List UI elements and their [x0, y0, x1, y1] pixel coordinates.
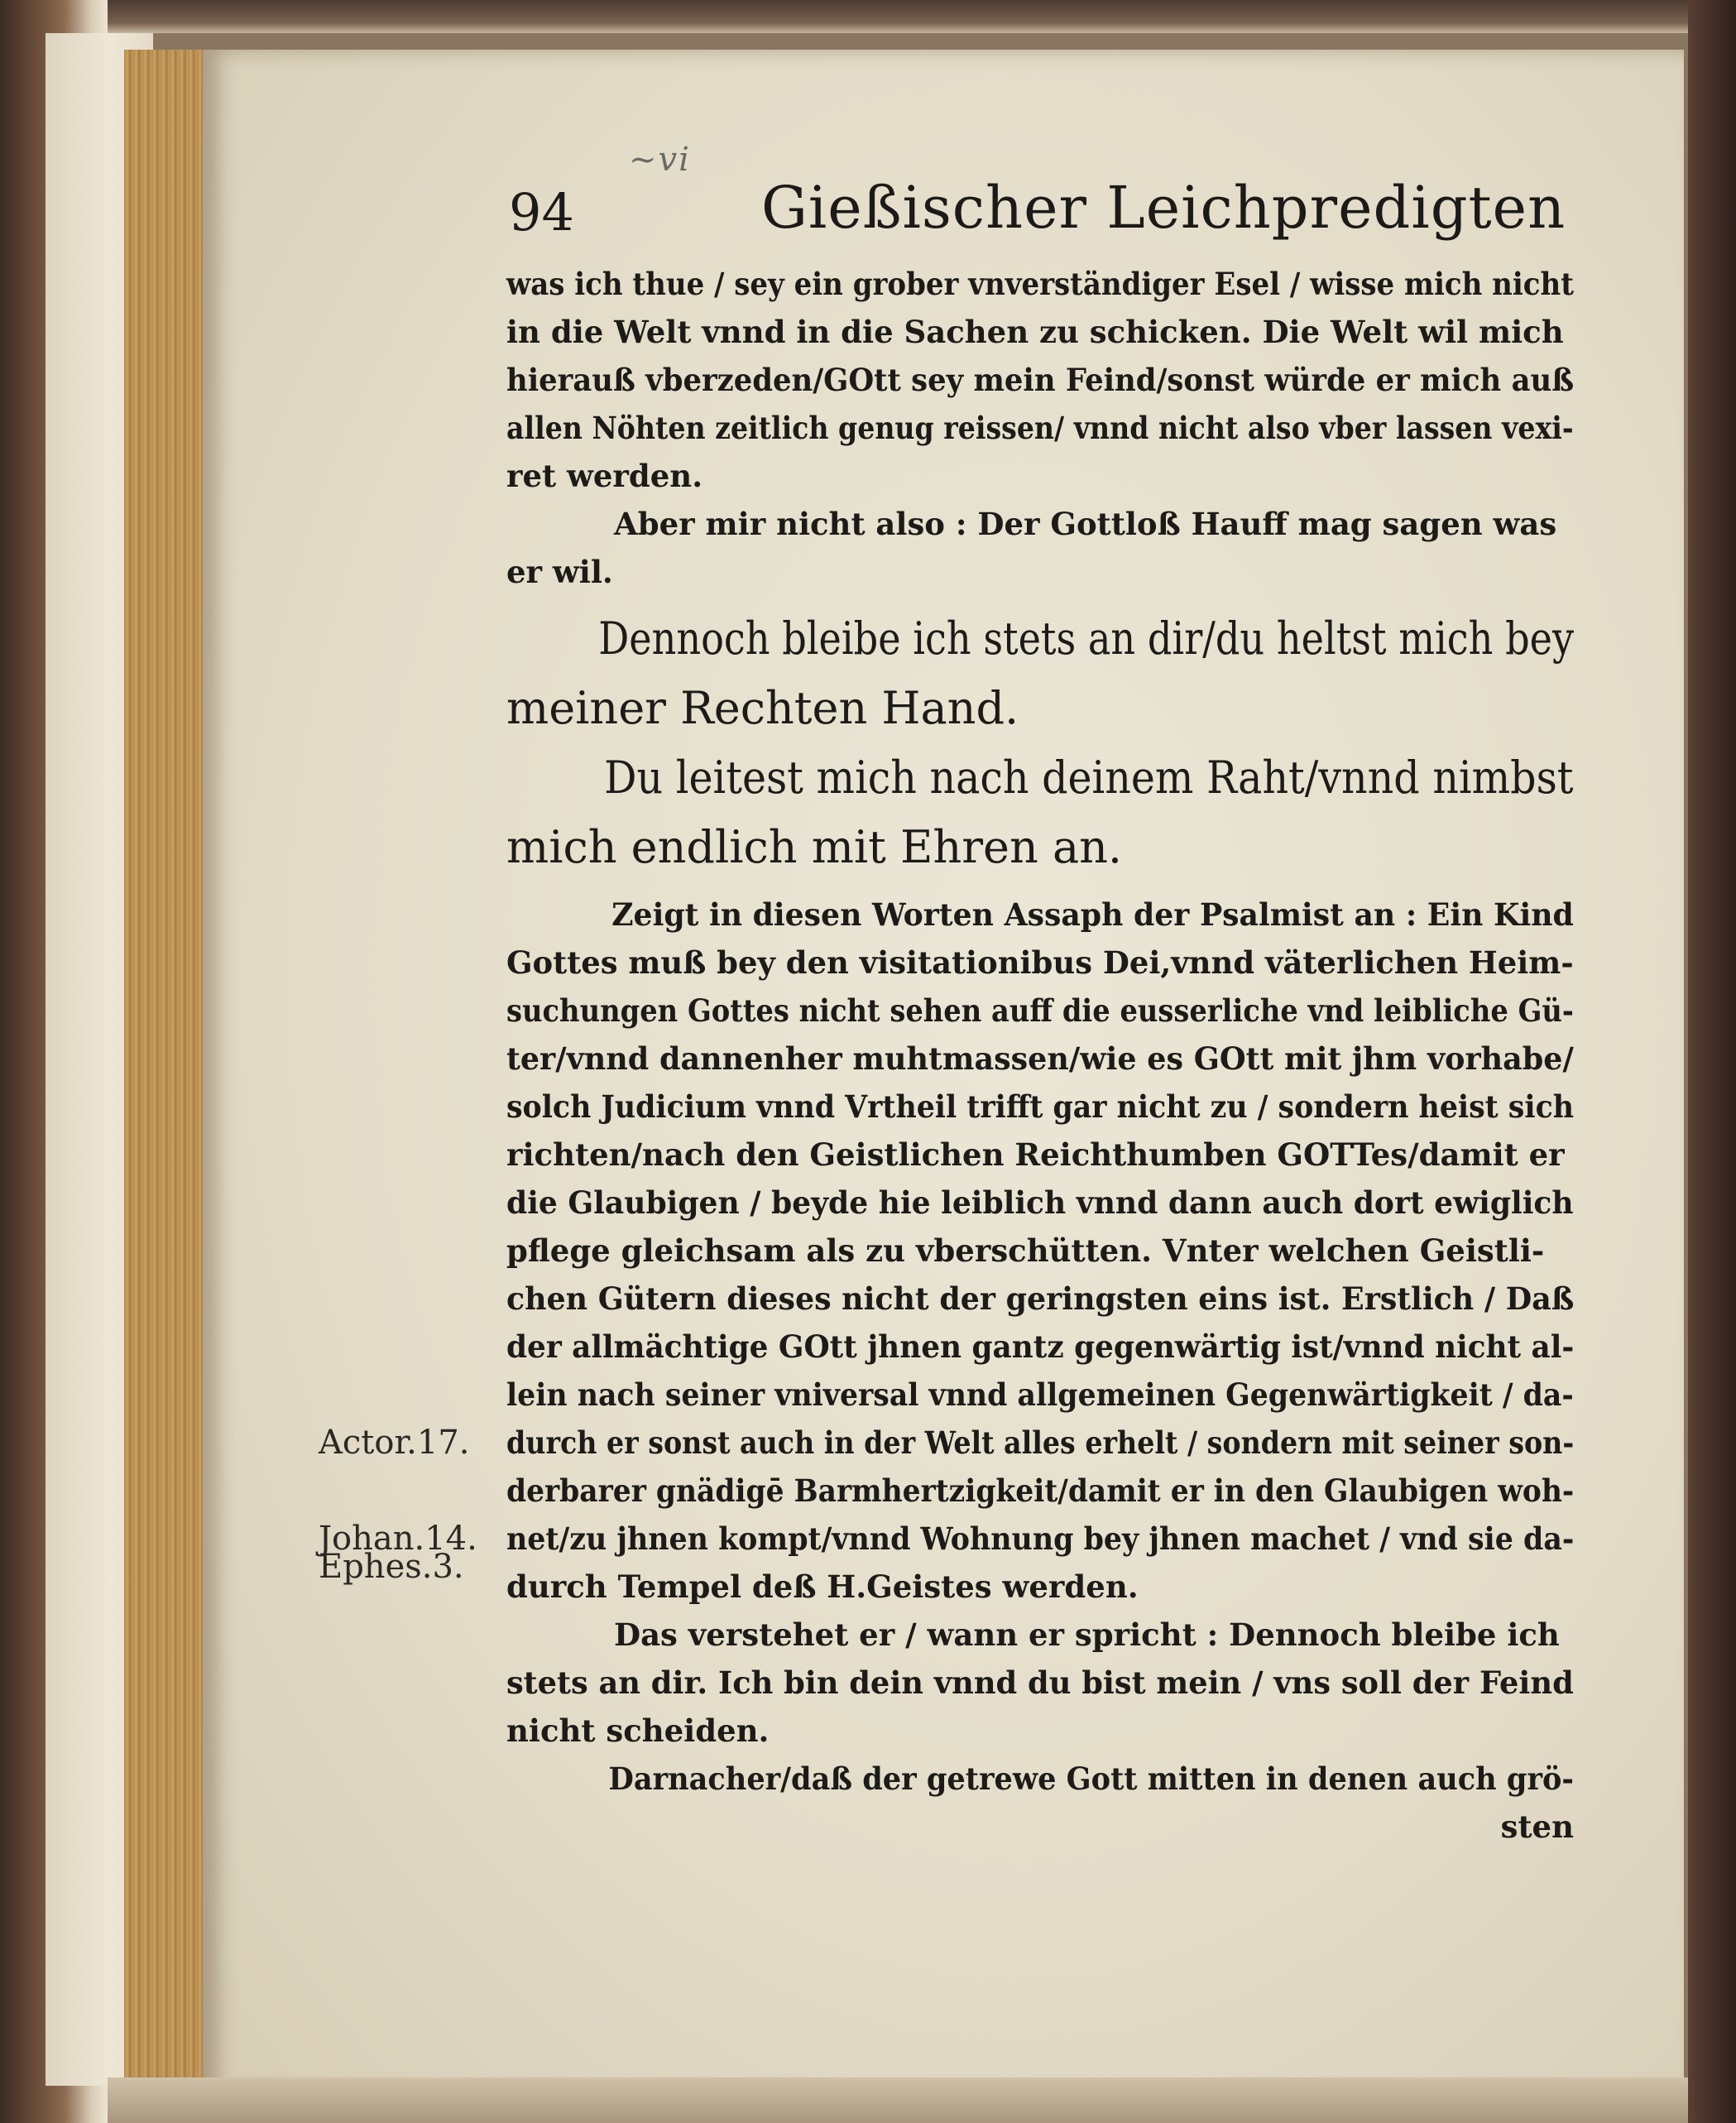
text-line: Das verstehet er / wann er spricht : Dennoch bleibe ich: [614, 1616, 1560, 1653]
text-line: lein nach seiner vniversal vnnd allgemeinen Gegenwärtigkeit / da-: [506, 1376, 1574, 1413]
text-line: solch Judicium vnnd Vrtheil trifft gar nicht zu / sondern heist sich: [506, 1088, 1574, 1125]
text-line: Dennoch bleibe ich stets an dir/du heltst mich bey: [598, 612, 1575, 665]
margin-note: Johan.14.: [319, 1520, 477, 1558]
book-cover-top: [0, 0, 1736, 33]
text-line: richten/nach den Geistlichen Reichthumben GOTTes/damit er: [506, 1136, 1565, 1173]
text-line: Aber mir nicht also : Der Gottloß Hauff mag sagen was: [614, 506, 1557, 542]
text-line: derbarer gnädigē Barmhertzigkeit/damit er in den Glaubigen woh-: [506, 1472, 1575, 1509]
text-line: Darnacher/daß der getrewe Gott mitten in denen auch grö-: [608, 1760, 1574, 1797]
text-line: mich endlich mit Ehren an.: [506, 821, 1123, 873]
book-cover-right: [1688, 0, 1736, 2123]
running-title: Gießischer Leichpredigten: [761, 174, 1566, 242]
text-line: Gottes muß bey den visitationibus Dei,vnnd väterlichen Heim-: [506, 944, 1574, 981]
page-edges: [124, 50, 207, 2077]
text-line: pflege gleichsam als zu vberschütten. Vnter welchen Geistli-: [506, 1232, 1545, 1269]
book-bottom-edge: [108, 2077, 1688, 2123]
margin-note: Ephes.3.: [319, 1548, 464, 1586]
text-line: Zeigt in diesen Worten Assaph der Psalmist an : Ein Kind: [611, 896, 1574, 933]
text-line: ter/vnnd dannenher muhtmassen/wie es GOtt mit jhm vorhabe/: [506, 1040, 1574, 1077]
text-line: sten: [1500, 1808, 1574, 1845]
text-line: stets an dir. Ich bin dein vnnd du bist mein / vns soll der Feind: [506, 1664, 1574, 1701]
text-line: chen Gütern dieses nicht der geringsten eins ist. Erstlich / Daß: [506, 1280, 1575, 1317]
pencil-annotation: ~vi: [629, 141, 691, 179]
text-line: suchungen Gottes nicht sehen auff die eusserliche vnd leibliche Gü-: [506, 992, 1574, 1029]
text-line: meiner Rechten Hand.: [506, 682, 1019, 734]
text-line: was ich thue / sey ein grober vnverständiger Esel / wisse mich nicht: [506, 266, 1574, 302]
text-line: die Glaubigen / beyde hie leiblich vnnd dann auch dort ewiglich: [506, 1184, 1574, 1221]
text-line: in die Welt vnnd in die Sachen zu schicken. Die Welt wil mich: [506, 314, 1564, 350]
text-line: hierauß vberzeden/GOtt sey mein Feind/sonst würde er mich auß: [506, 362, 1575, 398]
text-line: nicht scheiden.: [506, 1712, 770, 1749]
text-line: durch Tempel deß H.Geistes werden.: [506, 1568, 1139, 1605]
margin-note: Actor.17.: [319, 1424, 470, 1462]
text-line: net/zu jhnen kompt/vnnd Wohnung bey jhnen machet / vnd sie da-: [506, 1520, 1575, 1557]
text-line: Du leitest mich nach deinem Raht/vnnd nimbst: [604, 752, 1574, 804]
page-number: 94: [509, 182, 574, 243]
text-line: der allmächtige GOtt jhnen gantz gegenwärtig ist/vnnd nicht al-: [506, 1328, 1575, 1365]
text-line: allen Nöhten zeitlich genug reissen/ vnnd nicht also vber lassen vexi-: [506, 410, 1574, 446]
text-line: durch er sonst auch in der Welt alles erhelt / sondern mit seiner son-: [506, 1424, 1575, 1461]
text-line: er wil.: [506, 554, 613, 590]
text-line: ret werden.: [506, 458, 703, 494]
body-text: [506, 260, 1574, 1851]
